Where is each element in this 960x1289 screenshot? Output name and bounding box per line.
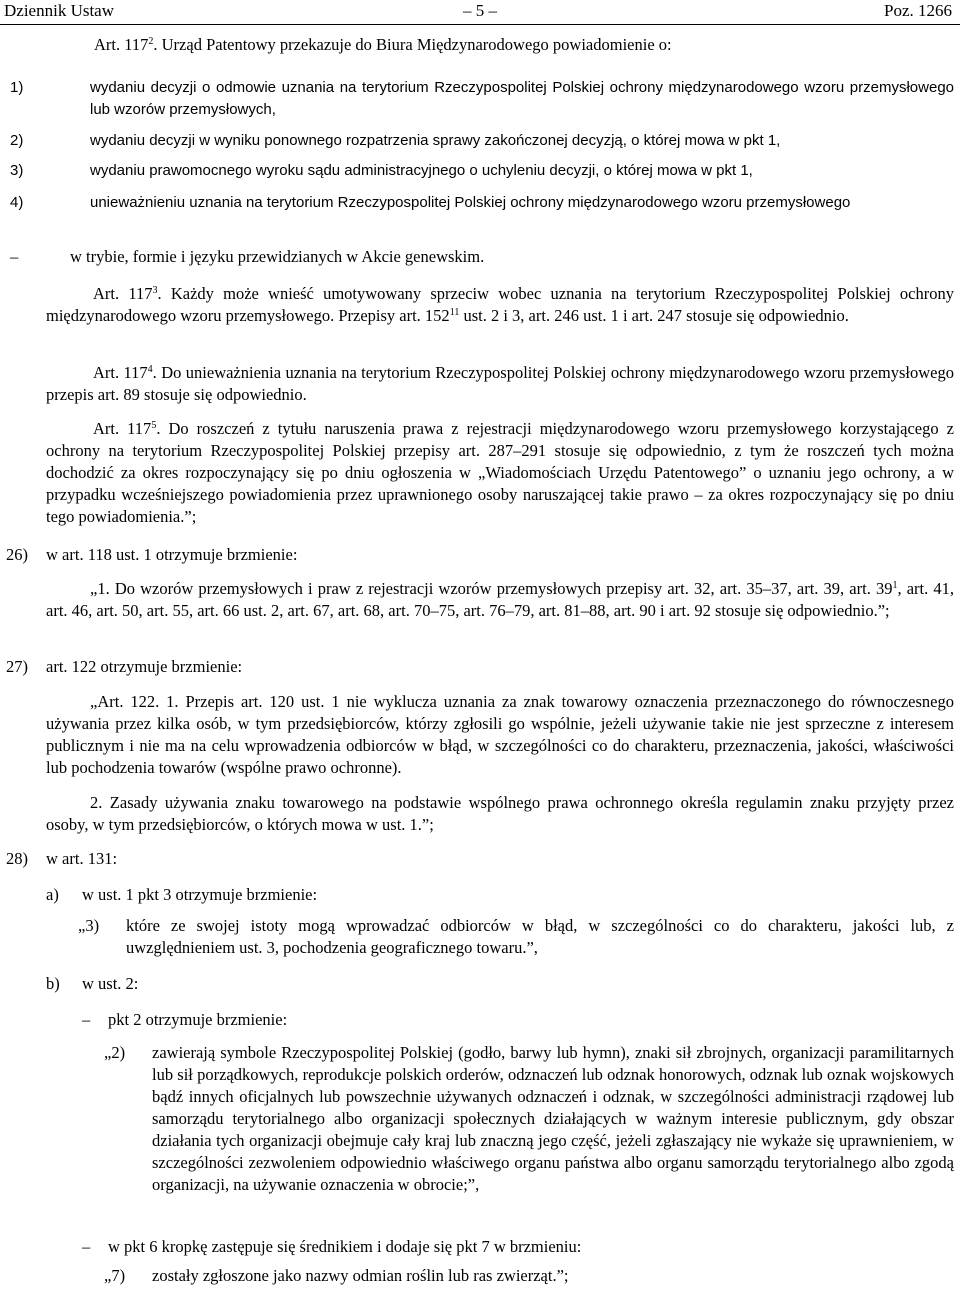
art-117-3: Art. $117^3$. Każdy może wnieść umotywowany sprzeciw wobec uznania na terytorium Rzeczypospolitej Polskiej ochrony międzynarodowego wzoru przemysłowego. Przepisy art. $152^{11}$ ust. 2 i 3, art. 246 ust. 1 i art. 247 stosuje się odpowiednio. — [46, 284, 954, 325]
point-27-quote-1: „Art. 122. 1. Przepis art. 120 ust. 1 nie wyklucza uznania za znak towarowy oznaczenia przeznaczonego do równoczesnego używania przez kilka osób, w tym przedsiębiorców, którzy zgłosili go wspólnie, jeżeli używanie takie nie jest sprzeczne z interesem publicznym i nie ma na celu wprowadzenia odbiorców w błąd, w szczególności co do charakteru, przeznaczenia, jakości, właściwości lub pochodzenia towarów (wspólne prawo ochronne). — [46, 692, 954, 777]
art-117-4: Art. $117^4$. Do unieważnienia uznania na terytorium Rzeczypospolitej Polskiej ochrony międzynarodowego wzoru przemysłowego przepis art. 89 stosuje się odpowiednio. — [46, 363, 954, 404]
point-27-quote-2: 2. Zasady używania znaku towarowego na podstawie wspólnego prawa ochronnego określa regulamin znaku przyjęty przez osoby, w tym przedsiębiorców, o których mowa w ust. 1.”; — [46, 793, 954, 834]
journal-title: Dziennik Ustaw — [4, 1, 115, 20]
list-item-1: 1) wydaniu decyzji o odmowie uznania na terytorium Rzeczypospolitej Polskiej ochrony międzynarodowego wzoru przemysłowego lub wzorów przemysłowych, — [10, 79, 954, 118]
page-header — [0, 0, 960, 25]
art-117-2-intro: Art. $117^2$. Urząd Patentowy przekazuje do Biura Międzynarodowego powiadomienie o: — [94, 35, 672, 54]
position-number: Poz. 1266 — [884, 1, 952, 20]
point-28-b-quote-2: „2) zawierają symbole Rzeczypospolitej Polskiej (godło, barwy lub hymn), znaki sił zbrojnych, organizacji paramilitarnych lub sił porządkowych, reprodukcje polskich orderów, odznaczeń lub odznak honorowych, odznak lub oznak wojskowych bądź innych oficjalnych lub powszechnie używanych odznaczeń i odznak, w szczególności administracji rządowej lub samorządu terytorialnego albo organizacji społecznych działających w ważnym interesie publicznym, gdy obszar działania tych organizacji obejmuje cały kraj lub znaczną jego część, jeżeli zgłaszający nie wykaże się uprawnieniem, w szczególności zezwoleniem odpowiednio właściwego organu państwa albo organu samorządu terytorialnego albo zgodą organizacji, na używanie oznaczenia w obrocie;”, — [104, 1043, 954, 1194]
list-item-4: 4) unieważnieniu uznania na terytorium Rzeczypospolitej Polskiej ochrony międzynarodowego wzoru przemysłowego — [10, 194, 851, 211]
point-28-a-quote: „3) które ze swojej istoty mogą wprowadzać odbiorców w błąd, w szczególności co do charakteru, jakości lub, z uwzględnieniem ust. 3, pochodzenia geograficznego towaru.”, — [78, 916, 954, 957]
page-number: – 5 – — [463, 1, 497, 20]
point-26-quote: „1. Do wzorów przemysłowych i praw z rejestracji wzorów przemysłowych przepisy art. 32, art. 35–37, art. 39, art. $39^1$, art. 41, art. 46, art. 50, art. 55, art. 66 ust. 2, art. 67, art. 68, art. 70–75, art. 76–79, art. 81–88, art. 90 i art. 92 stosuje się odpowiednio.”; — [46, 579, 955, 620]
art-117-5: Art. $117^5$. Do roszczeń z tytułu naruszenia prawa z rejestracji międzynarodowego wzoru przemysłowego korzystającego z ochrony na terytorium Rzeczypospolitej Polskiej przepisy art. 287–291 stosuje się odpowiednio, z tym że roszczeń tych można dochodzić za okres rozpoczynający się po dniu ogłoszenia w „Wiadomościach Urzędu Patentowego” o uznaniu jego ochrony, a w przypadku wcześniejszego powiadomienia przez uprawnionego osoby naruszającej takie prawo – za okres rozpoczynający się po dniu tego powiadomienia.”; — [46, 419, 954, 526]
